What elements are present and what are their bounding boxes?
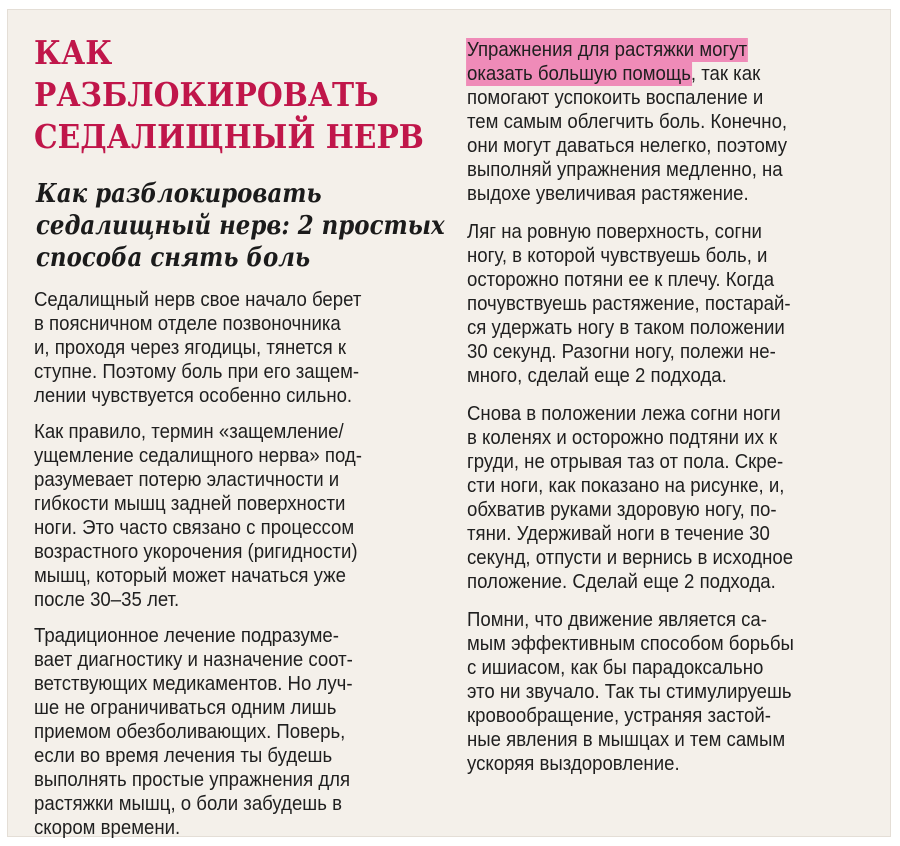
left-paragraph-3: Традиционное лечение подразуме- вает диагностику и назначение соот- ветствующих медикаментов. Но луч- ше не ограничиваться одним лишь приемом обезболивающих. Поверь, если во время лечения ты будешь выполнять простые упражнения для растяжки мышц, о боли забудешь в скором времени.	[34, 625, 353, 839]
newspaper-clipping	[8, 10, 890, 839]
right-paragraph-4: Помни, что движение является са- мым эффективным способом борьбы с ишиасом, как бы парадоксально это ни звучало. Так ты стимулируешь кровообращение, устраняя застой- ные явления в мышцах и тем самым ускоряя выздоровление.	[467, 609, 794, 775]
article-subheadline: Как разблокировать седалищный нерв: 2 простых способа снять боль	[36, 179, 445, 273]
left-paragraph-2: Как правило, термин «защемление/ ущемление седалищного нерва» под- разумевает потерю эластичности и гибкости мышц задней поверхности ноги. Это часто связано с процессом возрастного укорочения (ригидности) мышц, который может начаться уже после 30–35 лет.	[34, 421, 362, 611]
left-paragraph-1: Седалищный нерв свое начало берет в поясничном отделе позвоночника и, проходя через ягодицы, тянется к ступне. Поэтому боль при его защем- лении чувствуется особенно сильно.	[34, 289, 362, 407]
left-column	[34, 32, 452, 840]
right-paragraph-intro	[467, 38, 887, 206]
highlighted-phrase-line-1: Упражнения для растяжки могут	[467, 39, 748, 61]
highlighted-phrase-line-2: оказать большую помощь	[467, 63, 691, 85]
right-paragraph-3: Снова в положении лежа согни ноги в коленях и осторожно подтяни их к груди, не отрывая таз от пола. Скре- сти ноги, как показано на рисунке, и, обхватив руками здоровую ногу, по- тяни. Удерживай ноги в течение 30 секунд, отпусти и вернись в исходное положение. Сделай еще 2 подхода.	[467, 403, 794, 593]
right-paragraph-2: Ляг на ровную поверхность, согни ногу, в которой чувствуешь боль, и осторожно потяни ее к плечу. Когда почувствуешь растяжение, постарай- ся удержать ногу в таком положении 30 секунд. Разогни ногу, полежи не- много, сделай еще 2 подхода.	[467, 221, 791, 387]
article-headline: КАК РАЗБЛОКИРОВАТЬ СЕДАЛИЩНЫЙ НЕРВ	[34, 33, 424, 156]
right-intro-rest: , так как помогают успокоить воспаление и тем самым облегчить боль. Конечно, они могут даваться нелегко, поэтому выполняй упражнения медленно, на выдохе увеличивая растяжение.	[467, 63, 788, 205]
right-column	[467, 38, 883, 776]
